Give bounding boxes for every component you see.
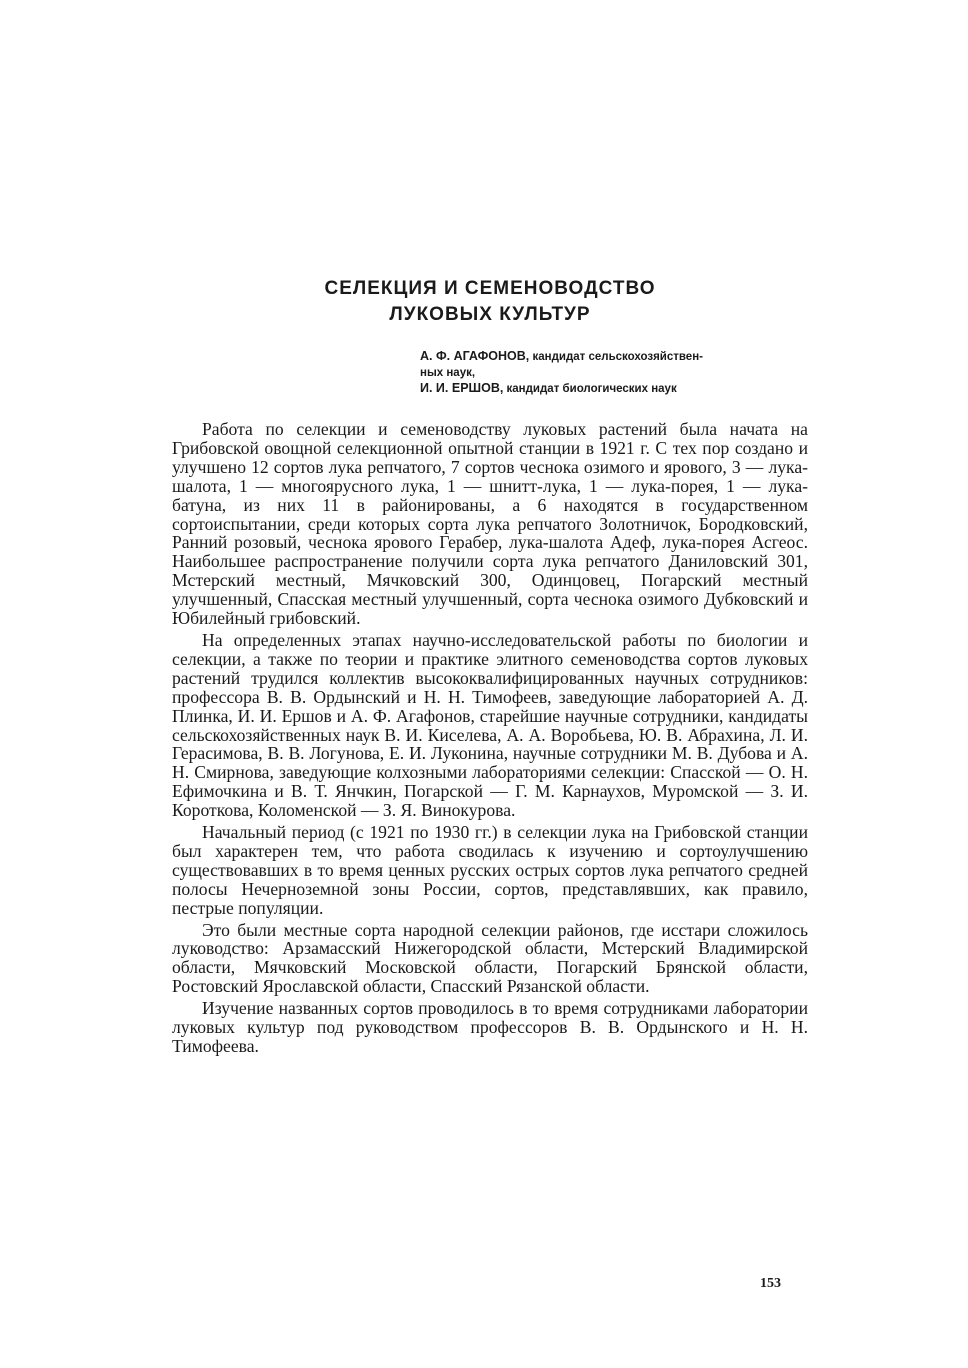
author-1-role-continued: ных наук, xyxy=(420,366,476,379)
author-1 xyxy=(420,349,820,366)
paragraph-5: Изучение названных сортов проводилось в то время сотрудниками лаборатории луковых культур под руководством профессоров В. В. Ордынского и Н. Н. Тимофеева. xyxy=(172,998,808,1056)
article-body xyxy=(172,420,808,1059)
author-2 xyxy=(420,381,820,398)
author-block xyxy=(420,349,820,398)
paragraph-1: Работа по селекции и семеноводству луковых растений была начата на Грибовской овощной селекционной опытной станции в 1921 г. С тех пор создано и улучшено 12 сортов лука репчатого, 7 сортов чеснока озимого и ярового, 3 — лука-шалота, 1 — многоярусного лука, 1 — шнитт-лука, 1 — лука-порея, 1 — лука-батуна, из них 11 в районированы, а 6 находятся в государственном сортоиспытании, среди которых сорта лука репчатого Золотничок, Бородковский, Ранний розовый, чеснока ярового Герабер, лука-шалота Адеф, лука-порея Асгеос. Наибольшее распространение получили сорта лука репчатого Даниловский 301, Мстерский местный, Мячковский 300, Одинцовец, Погарский местный улучшенный, Спасская местный улучшенный, сорта чеснока озимого Дубковский и Юбилейный грибовский. xyxy=(172,419,808,629)
page-number: 153 xyxy=(760,1276,781,1291)
author-1-name: А. Ф. АГАФОНОВ, xyxy=(420,349,530,363)
author-2-name: И. И. ЕРШОВ, xyxy=(420,381,504,395)
author-2-role: кандидат биологических наук xyxy=(506,383,677,395)
paragraph-4: Это были местные сорта народной селекции районов, где исстари сложилось луководство: Арзамасский Нижегородской области, Мстерский Владимирской области, Мячковский Московской области, Погарский Брянской области, Ростовский Ярославской области, Спасский Рязанской области. xyxy=(172,919,808,997)
author-1-role: кандидат сельскохозяйствен- xyxy=(532,351,703,363)
paragraph-2: На определенных этапах научно-исследовательской работы по биологии и селекции, а также по теории и практике элитного семеноводства сортов луковых растений трудился коллектив высококвалифицированных научных сотрудников: профессора В. В. Ордынский и Н. Н. Тимофеев, заведующие лабораторией А. Д. Плинка, И. И. Ершов и А. Ф. Агафонов, старейшие научные сотрудники, кандидаты сельскохозяйственных наук В. И. Киселева, А. А. Воробьева, Ю. В. Абрахина, Л. И. Герасимова, В. В. Логунова, Е. И. Луконина, научные сотрудники М. В. Дубова и А. Н. Смирнова, заведующие колхозными лабораториями селекции: Спасской — О. Н. Ефимочкина и В. Т. Янчкин, Погарской — Г. М. Карнаухов, Муромской — З. И. Короткова, Коломенской — З. Я. Винокурова. xyxy=(172,629,808,821)
article-title-line-2: ЛУКОВЫХ КУЛЬТУР xyxy=(389,304,591,325)
paragraph-3: Начальный период (с 1921 по 1930 гг.) в селекции лука на Грибовской станции был характерен тем, что работа сводилась к изучению и сортоулучшению существовавших в то время ценных русских острых сортов лука репчатого средней полосы Нечерноземной зоны России, сортов, представлявших, как правило, пестрые популяции. xyxy=(172,822,808,918)
article-title-line-1: СЕЛЕКЦИЯ И СЕМЕНОВОДСТВО xyxy=(324,278,656,299)
